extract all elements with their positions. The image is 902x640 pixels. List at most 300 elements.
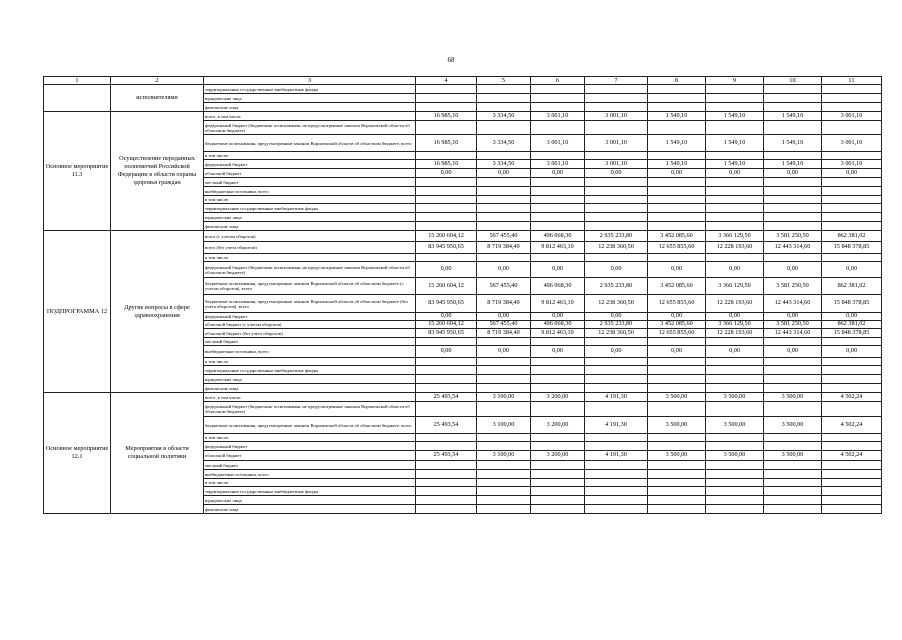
amount-cell bbox=[585, 487, 648, 496]
amount-cell bbox=[648, 366, 706, 375]
amount-cell bbox=[477, 470, 531, 479]
table-row bbox=[44, 85, 882, 94]
amount-cell bbox=[477, 187, 531, 196]
amount-cell: 8 719 384,40 bbox=[477, 329, 531, 338]
funding-source-cell: бюджетные ассигнования, предусмотренные законом Воронежской области об областном бюджете, всего bbox=[204, 417, 416, 434]
amount-cell bbox=[477, 358, 531, 366]
amount-cell bbox=[585, 442, 648, 451]
amount-cell: 0,00 bbox=[648, 169, 706, 178]
amount-cell bbox=[416, 375, 477, 384]
amount-cell bbox=[648, 487, 706, 496]
funding-source-cell: всего (с учетом оборотов) bbox=[204, 231, 416, 242]
amount-cell: 0,00 bbox=[648, 262, 706, 278]
column-number: 9 bbox=[706, 77, 764, 85]
amount-cell bbox=[764, 121, 822, 135]
amount-cell: 3 500,00 bbox=[648, 393, 706, 402]
amount-cell bbox=[706, 196, 764, 204]
amount-cell: 4 191,30 bbox=[585, 451, 648, 461]
amount-cell bbox=[416, 222, 477, 231]
amount-cell: 15 260 604,12 bbox=[416, 278, 477, 295]
funding-source-cell: в том числе: bbox=[204, 152, 416, 160]
program-code-cell: Основное мероприятие 12.1 bbox=[44, 393, 111, 514]
amount-cell bbox=[585, 470, 648, 479]
amount-cell bbox=[585, 152, 648, 160]
table-row bbox=[44, 393, 882, 402]
amount-cell: 862 381,02 bbox=[822, 321, 882, 329]
amount-cell bbox=[531, 222, 585, 231]
amount-cell bbox=[477, 496, 531, 505]
amount-cell: 567 455,40 bbox=[477, 231, 531, 242]
header-row bbox=[44, 77, 882, 85]
amount-cell bbox=[416, 505, 477, 514]
amount-cell bbox=[585, 187, 648, 196]
amount-cell: 12 238 360,50 bbox=[585, 242, 648, 254]
amount-cell bbox=[648, 402, 706, 417]
amount-cell: 567 455,40 bbox=[477, 278, 531, 295]
amount-cell bbox=[706, 470, 764, 479]
amount-cell bbox=[477, 254, 531, 262]
amount-cell bbox=[531, 487, 585, 496]
amount-cell: 3 100,00 bbox=[477, 451, 531, 461]
amount-cell bbox=[531, 384, 585, 393]
amount-cell bbox=[531, 496, 585, 505]
amount-cell bbox=[531, 375, 585, 384]
amount-cell: 3 100,00 bbox=[477, 393, 531, 402]
amount-cell: 83 945 950,65 bbox=[416, 295, 477, 313]
funding-source-cell: внебюджетные источники, всего bbox=[204, 187, 416, 196]
amount-cell bbox=[531, 121, 585, 135]
amount-cell bbox=[706, 375, 764, 384]
amount-cell: 3 366 129,50 bbox=[706, 231, 764, 242]
amount-cell bbox=[585, 94, 648, 103]
column-number: 1 bbox=[44, 77, 111, 85]
amount-cell bbox=[706, 94, 764, 103]
amount-cell: 2 935 233,80 bbox=[585, 231, 648, 242]
amount-cell bbox=[706, 103, 764, 112]
amount-cell bbox=[477, 85, 531, 94]
column-number: 6 bbox=[531, 77, 585, 85]
amount-cell bbox=[764, 204, 822, 213]
funding-source-cell: территориальные государственные внебюджетные фонды bbox=[204, 487, 416, 496]
amount-cell bbox=[531, 178, 585, 187]
amount-cell bbox=[648, 384, 706, 393]
amount-cell: 3 001,10 bbox=[585, 135, 648, 152]
amount-cell bbox=[585, 479, 648, 487]
amount-cell: 3 001,10 bbox=[531, 112, 585, 121]
amount-cell: 0,00 bbox=[477, 313, 531, 321]
amount-cell bbox=[531, 442, 585, 451]
amount-cell bbox=[416, 434, 477, 442]
amount-cell bbox=[648, 442, 706, 451]
amount-cell bbox=[585, 384, 648, 393]
amount-cell: 567 455,40 bbox=[477, 321, 531, 329]
amount-cell bbox=[531, 434, 585, 442]
amount-cell: 0,00 bbox=[585, 346, 648, 358]
amount-cell bbox=[416, 121, 477, 135]
amount-cell: 3 452 085,60 bbox=[648, 231, 706, 242]
amount-cell: 0,00 bbox=[477, 262, 531, 278]
amount-cell: 1 549,10 bbox=[764, 112, 822, 121]
amount-cell: 496 068,30 bbox=[531, 278, 585, 295]
amount-cell: 3 200,00 bbox=[531, 393, 585, 402]
column-number: 8 bbox=[648, 77, 706, 85]
amount-cell bbox=[648, 479, 706, 487]
funding-source-cell: физические лица bbox=[204, 222, 416, 231]
amount-cell bbox=[531, 196, 585, 204]
amount-cell: 16 985,10 bbox=[416, 160, 477, 169]
amount-cell: 3 500,00 bbox=[706, 451, 764, 461]
amount-cell bbox=[822, 358, 882, 366]
budget-table bbox=[43, 76, 882, 514]
amount-cell bbox=[416, 461, 477, 470]
amount-cell: 12 228 193,60 bbox=[706, 329, 764, 338]
amount-cell bbox=[822, 85, 882, 94]
amount-cell bbox=[764, 222, 822, 231]
amount-cell: 15 260 604,12 bbox=[416, 321, 477, 329]
amount-cell bbox=[477, 204, 531, 213]
amount-cell: 496 068,30 bbox=[531, 321, 585, 329]
amount-cell bbox=[477, 178, 531, 187]
amount-cell bbox=[822, 213, 882, 222]
amount-cell bbox=[531, 103, 585, 112]
amount-cell bbox=[585, 358, 648, 366]
amount-cell bbox=[822, 505, 882, 514]
amount-cell: 16 985,10 bbox=[416, 135, 477, 152]
amount-cell: 1 549,10 bbox=[648, 160, 706, 169]
amount-cell bbox=[416, 94, 477, 103]
column-number: 3 bbox=[204, 77, 416, 85]
amount-cell bbox=[822, 366, 882, 375]
amount-cell bbox=[477, 479, 531, 487]
amount-cell: 1 549,10 bbox=[764, 160, 822, 169]
amount-cell: 3 366 129,50 bbox=[706, 321, 764, 329]
amount-cell: 0,00 bbox=[531, 346, 585, 358]
amount-cell bbox=[416, 103, 477, 112]
amount-cell bbox=[416, 402, 477, 417]
amount-cell bbox=[706, 338, 764, 346]
amount-cell bbox=[822, 196, 882, 204]
funding-source-cell: территориальные государственные внебюджетные фонды bbox=[204, 85, 416, 94]
amount-cell bbox=[416, 85, 477, 94]
amount-cell: 0,00 bbox=[764, 262, 822, 278]
amount-cell bbox=[477, 222, 531, 231]
funding-source-cell: бюджетные ассигнования, предусмотренные законом Воронежской области об областном бюджете (с учетом оборотов), всего bbox=[204, 278, 416, 295]
amount-cell: 0,00 bbox=[648, 346, 706, 358]
amount-cell bbox=[706, 434, 764, 442]
amount-cell bbox=[706, 121, 764, 135]
amount-cell bbox=[706, 178, 764, 187]
funding-source-cell: областной бюджет bbox=[204, 451, 416, 461]
funding-source-cell: в том числе: bbox=[204, 358, 416, 366]
amount-cell bbox=[706, 187, 764, 196]
amount-cell bbox=[648, 187, 706, 196]
amount-cell: 0,00 bbox=[706, 262, 764, 278]
amount-cell bbox=[764, 358, 822, 366]
amount-cell bbox=[822, 442, 882, 451]
amount-cell bbox=[822, 375, 882, 384]
funding-source-cell: всего, в том числе: bbox=[204, 112, 416, 121]
amount-cell bbox=[764, 487, 822, 496]
amount-cell: 0,00 bbox=[531, 262, 585, 278]
amount-cell: 3 001,10 bbox=[531, 135, 585, 152]
amount-cell bbox=[585, 338, 648, 346]
program-name-cell: исполнителями bbox=[111, 85, 204, 112]
column-number: 5 bbox=[477, 77, 531, 85]
funding-source-cell: местный бюджет bbox=[204, 461, 416, 470]
funding-source-cell: областной бюджет (с учетом оборотов) bbox=[204, 321, 416, 329]
amount-cell bbox=[764, 375, 822, 384]
funding-source-cell: областной бюджет (без учета оборотов) bbox=[204, 329, 416, 338]
amount-cell bbox=[416, 196, 477, 204]
amount-cell bbox=[477, 442, 531, 451]
funding-source-cell: территориальные государственные внебюджетные фонды bbox=[204, 366, 416, 375]
amount-cell bbox=[531, 505, 585, 514]
funding-source-cell: федеральный бюджет bbox=[204, 160, 416, 169]
funding-source-cell: физические лица bbox=[204, 505, 416, 514]
amount-cell bbox=[648, 470, 706, 479]
amount-cell: 1 549,10 bbox=[706, 135, 764, 152]
amount-cell: 15 848 378,85 bbox=[822, 329, 882, 338]
amount-cell bbox=[822, 479, 882, 487]
amount-cell bbox=[822, 496, 882, 505]
amount-cell bbox=[648, 496, 706, 505]
amount-cell bbox=[764, 152, 822, 160]
amount-cell bbox=[648, 94, 706, 103]
amount-cell bbox=[648, 178, 706, 187]
amount-cell: 8 719 384,40 bbox=[477, 242, 531, 254]
amount-cell bbox=[706, 442, 764, 451]
amount-cell: 3 334,50 bbox=[477, 135, 531, 152]
amount-cell bbox=[585, 178, 648, 187]
amount-cell bbox=[706, 384, 764, 393]
amount-cell bbox=[416, 470, 477, 479]
program-name-cell: Осуществление переданных полномочий Российской Федерации в области охраны здоровья граждан bbox=[111, 112, 204, 231]
amount-cell: 12 655 855,60 bbox=[648, 242, 706, 254]
amount-cell: 3 001,10 bbox=[822, 160, 882, 169]
amount-cell bbox=[648, 254, 706, 262]
column-number: 2 bbox=[111, 77, 204, 85]
amount-cell bbox=[706, 152, 764, 160]
amount-cell: 9 812 463,10 bbox=[531, 242, 585, 254]
amount-cell: 3 001,10 bbox=[585, 112, 648, 121]
amount-cell bbox=[648, 338, 706, 346]
amount-cell bbox=[822, 384, 882, 393]
amount-cell: 0,00 bbox=[706, 169, 764, 178]
funding-source-cell: физические лица bbox=[204, 103, 416, 112]
amount-cell: 0,00 bbox=[706, 346, 764, 358]
amount-cell: 0,00 bbox=[477, 346, 531, 358]
amount-cell bbox=[648, 358, 706, 366]
amount-cell bbox=[477, 375, 531, 384]
amount-cell: 0,00 bbox=[416, 169, 477, 178]
funding-source-cell: юридические лица bbox=[204, 375, 416, 384]
amount-cell: 3 500,00 bbox=[648, 417, 706, 434]
amount-cell: 12 228 193,60 bbox=[706, 242, 764, 254]
funding-source-cell: местный бюджет bbox=[204, 338, 416, 346]
amount-cell bbox=[585, 103, 648, 112]
amount-cell: 83 945 950,65 bbox=[416, 329, 477, 338]
amount-cell bbox=[822, 222, 882, 231]
column-number: 10 bbox=[764, 77, 822, 85]
amount-cell: 1 549,10 bbox=[706, 112, 764, 121]
amount-cell bbox=[822, 178, 882, 187]
amount-cell: 0,00 bbox=[648, 313, 706, 321]
amount-cell bbox=[706, 402, 764, 417]
amount-cell bbox=[706, 85, 764, 94]
amount-cell: 4 191,30 bbox=[585, 393, 648, 402]
table-row bbox=[44, 112, 882, 121]
amount-cell: 3 500,00 bbox=[648, 451, 706, 461]
amount-cell bbox=[648, 375, 706, 384]
amount-cell bbox=[585, 196, 648, 204]
amount-cell: 3 366 129,50 bbox=[706, 278, 764, 295]
amount-cell: 3 500,00 bbox=[764, 451, 822, 461]
amount-cell bbox=[531, 94, 585, 103]
funding-source-cell: местный бюджет bbox=[204, 178, 416, 187]
funding-source-cell: бюджетные ассигнования, предусмотренные законом Воронежской области об областном бюджете (без учета оборотов), всего bbox=[204, 295, 416, 313]
amount-cell: 1 549,10 bbox=[648, 112, 706, 121]
funding-source-cell: федеральный бюджет bbox=[204, 313, 416, 321]
amount-cell bbox=[477, 505, 531, 514]
amount-cell bbox=[648, 434, 706, 442]
amount-cell: 0,00 bbox=[416, 346, 477, 358]
amount-cell: 0,00 bbox=[822, 313, 882, 321]
amount-cell: 862 381,02 bbox=[822, 278, 882, 295]
amount-cell bbox=[764, 366, 822, 375]
funding-source-cell: в том числе: bbox=[204, 479, 416, 487]
table-row bbox=[44, 231, 882, 242]
amount-cell: 0,00 bbox=[585, 169, 648, 178]
budget-table-container bbox=[43, 76, 882, 514]
amount-cell: 3 581 250,50 bbox=[764, 321, 822, 329]
funding-source-cell: федеральный бюджет (бюджетные ассигнования, не предусмотренные законом Воронежской области об областном бюджете) bbox=[204, 262, 416, 278]
amount-cell bbox=[764, 187, 822, 196]
amount-cell bbox=[648, 505, 706, 514]
funding-source-cell: физические лица bbox=[204, 384, 416, 393]
amount-cell bbox=[822, 187, 882, 196]
amount-cell bbox=[706, 487, 764, 496]
amount-cell: 12 443 314,60 bbox=[764, 329, 822, 338]
amount-cell bbox=[585, 254, 648, 262]
amount-cell: 4 191,30 bbox=[585, 417, 648, 434]
amount-cell bbox=[477, 196, 531, 204]
amount-cell bbox=[416, 487, 477, 496]
amount-cell: 3 001,10 bbox=[585, 160, 648, 169]
amount-cell: 12 655 855,60 bbox=[648, 295, 706, 313]
amount-cell bbox=[416, 479, 477, 487]
amount-cell: 3 500,00 bbox=[706, 393, 764, 402]
amount-cell bbox=[531, 187, 585, 196]
column-number: 7 bbox=[585, 77, 648, 85]
amount-cell bbox=[648, 196, 706, 204]
amount-cell bbox=[764, 178, 822, 187]
funding-source-cell: федеральный бюджет (бюджетные ассигнования, не предусмотренные законом Воронежской области об областном бюджете) bbox=[204, 402, 416, 417]
amount-cell bbox=[585, 85, 648, 94]
amount-cell: 3 500,00 bbox=[764, 393, 822, 402]
funding-source-cell: в том числе: bbox=[204, 434, 416, 442]
funding-source-cell: федеральный бюджет bbox=[204, 442, 416, 451]
amount-cell bbox=[477, 366, 531, 375]
amount-cell: 25 493,54 bbox=[416, 417, 477, 434]
amount-cell bbox=[531, 204, 585, 213]
program-name-cell: Другие вопросы в сфере здравоохранения bbox=[111, 231, 204, 393]
amount-cell bbox=[822, 461, 882, 470]
amount-cell bbox=[585, 204, 648, 213]
amount-cell: 0,00 bbox=[416, 262, 477, 278]
amount-cell bbox=[477, 94, 531, 103]
amount-cell: 3 001,10 bbox=[531, 160, 585, 169]
amount-cell: 1 549,10 bbox=[648, 135, 706, 152]
funding-source-cell: юридические лица bbox=[204, 213, 416, 222]
amount-cell bbox=[585, 366, 648, 375]
amount-cell bbox=[477, 121, 531, 135]
amount-cell bbox=[477, 487, 531, 496]
amount-cell bbox=[706, 358, 764, 366]
amount-cell bbox=[706, 479, 764, 487]
amount-cell: 1 549,10 bbox=[706, 160, 764, 169]
amount-cell: 3 500,00 bbox=[706, 417, 764, 434]
amount-cell bbox=[416, 254, 477, 262]
funding-source-cell: всего, в том числе: bbox=[204, 393, 416, 402]
amount-cell bbox=[764, 94, 822, 103]
amount-cell bbox=[706, 366, 764, 375]
amount-cell: 12 228 193,60 bbox=[706, 295, 764, 313]
amount-cell: 0,00 bbox=[764, 346, 822, 358]
amount-cell: 9 812 463,10 bbox=[531, 329, 585, 338]
amount-cell: 3 200,00 bbox=[531, 451, 585, 461]
amount-cell: 12 655 855,60 bbox=[648, 329, 706, 338]
amount-cell: 3 001,10 bbox=[822, 112, 882, 121]
page-number: 68 bbox=[447, 56, 455, 64]
amount-cell bbox=[822, 204, 882, 213]
amount-cell bbox=[585, 213, 648, 222]
amount-cell bbox=[648, 85, 706, 94]
funding-source-cell: в том числе: bbox=[204, 254, 416, 262]
funding-source-cell: бюджетные ассигнования, предусмотренные законом Воронежской области об областном бюджете, всего bbox=[204, 135, 416, 152]
amount-cell: 15 848 378,85 bbox=[822, 242, 882, 254]
amount-cell: 3 452 085,60 bbox=[648, 321, 706, 329]
amount-cell bbox=[764, 338, 822, 346]
amount-cell: 4 502,24 bbox=[822, 451, 882, 461]
amount-cell: 2 935 233,80 bbox=[585, 278, 648, 295]
amount-cell bbox=[764, 213, 822, 222]
amount-cell bbox=[531, 358, 585, 366]
amount-cell bbox=[764, 505, 822, 514]
amount-cell bbox=[822, 470, 882, 479]
amount-cell: 12 443 314,60 bbox=[764, 242, 822, 254]
amount-cell: 0,00 bbox=[531, 169, 585, 178]
amount-cell bbox=[585, 434, 648, 442]
amount-cell: 3 581 250,50 bbox=[764, 231, 822, 242]
amount-cell bbox=[764, 461, 822, 470]
amount-cell bbox=[706, 254, 764, 262]
amount-cell: 15 260 604,12 bbox=[416, 231, 477, 242]
funding-source-cell: внебюджетные источники, всего bbox=[204, 346, 416, 358]
amount-cell: 4 502,24 bbox=[822, 417, 882, 434]
amount-cell bbox=[585, 505, 648, 514]
amount-cell bbox=[585, 461, 648, 470]
amount-cell bbox=[531, 470, 585, 479]
amount-cell bbox=[416, 358, 477, 366]
amount-cell bbox=[585, 402, 648, 417]
amount-cell bbox=[706, 222, 764, 231]
amount-cell: 0,00 bbox=[822, 169, 882, 178]
amount-cell: 3 001,10 bbox=[822, 135, 882, 152]
amount-cell: 0,00 bbox=[706, 313, 764, 321]
funding-source-cell: областной бюджет bbox=[204, 169, 416, 178]
program-code-cell: Основное мероприятие 11.3 bbox=[44, 112, 111, 231]
amount-cell bbox=[648, 152, 706, 160]
